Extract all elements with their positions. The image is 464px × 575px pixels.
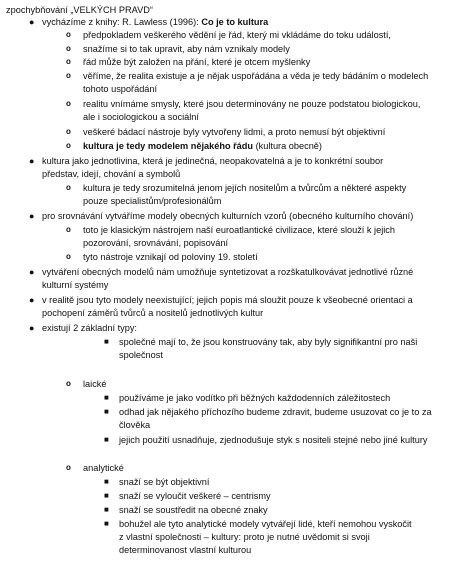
list-item-bold xyxy=(83,140,322,152)
bullet-icon: ● xyxy=(29,17,35,27)
bullet-icon: ● xyxy=(29,323,35,333)
list-item: snaží se být objektivní xyxy=(119,477,210,487)
book-title: Co je to kultura xyxy=(201,17,269,27)
bold-conclusion: kultura je tedy modelem nějakého řádu xyxy=(83,141,254,151)
circle-bullet-icon: o xyxy=(66,463,71,472)
list-item: věříme, že realita existuje a je nějak uspořádána a věda je tedy bádáním o modelech xyxy=(83,71,429,81)
circle-bullet-icon: o xyxy=(66,127,71,136)
paragraph-line: v realitě jsou tyto modely neexistující; jejich popis má sloužit pouze k všeobecné orientaci a xyxy=(42,295,413,305)
square-bullet-icon: ■ xyxy=(104,519,109,528)
square-bullet-icon: ■ xyxy=(104,407,109,416)
circle-bullet-icon: o xyxy=(66,71,71,80)
list-item: snažíme si to tak upravit, aby nám vznikaly modely xyxy=(83,44,290,54)
paragraph-line: pochopení záměrů tvůrců a nositelů jednotlivých kultur xyxy=(42,308,264,318)
list-item: společné mají to, že jsou konstruovány tak, aby byly signifikantní pro naši xyxy=(119,337,418,347)
list-item: snaží se vyloučit veškeré – centrismy xyxy=(119,491,271,501)
list-item: snaží se soustředit na obecné znaky xyxy=(119,505,268,515)
circle-bullet-icon: o xyxy=(66,57,71,66)
list-item-continuation: člověka xyxy=(119,420,151,430)
intro-line: zpochybňování „VELKÝCH PRAVD“ xyxy=(6,5,153,15)
list-item-continuation: pozorování, srovnávání, popisování xyxy=(83,238,229,248)
list-item-continuation: tohoto uspořádání xyxy=(83,84,158,94)
paragraph-line: pro srovnávání vytváříme modely obecných kulturních vzorů (obecného kulturního chování) xyxy=(42,211,414,221)
list-item: odhad jak nějakého příchozího budeme zdravit, budeme usuzovat co je to za xyxy=(119,407,432,417)
list-item: veškeré bádací nástroje byly vytvořeny lidmi, a proto nemusí být objektivní xyxy=(83,127,386,137)
circle-bullet-icon: o xyxy=(66,379,71,388)
square-bullet-icon: ■ xyxy=(104,491,109,500)
source-line xyxy=(42,16,268,28)
bullet-icon: ● xyxy=(29,211,35,221)
list-item: jejich použití usnadňuje, zjednodušuje styk s nositeli stejné nebo jiné kultury xyxy=(119,435,428,445)
bullet-icon: ● xyxy=(29,295,35,305)
list-item: předpokladem veškerého vědění je řád, který mi vkládáme do toku událostí, xyxy=(83,30,391,40)
circle-bullet-icon: o xyxy=(66,252,71,261)
circle-bullet-icon: o xyxy=(66,44,71,53)
square-bullet-icon: ■ xyxy=(104,435,109,444)
list-item: toto je klasickým nástrojem naší euroatlantické civilizace, které slouží k jejich xyxy=(83,225,395,235)
conclusion-rest: (kultura obecně) xyxy=(253,141,322,151)
paragraph-line: vytváření obecných modelů nám umožňuje syntetizovat a rozškatulkovávat jednotlivé různé xyxy=(42,267,414,277)
circle-bullet-icon: o xyxy=(66,183,71,192)
paragraph-line: kulturní systémy xyxy=(42,280,109,290)
list-item-continuation: z vlastní společnosti – kultury: proto je nutné uvědomit si svoji xyxy=(119,532,370,542)
circle-bullet-icon: o xyxy=(66,99,71,108)
type-heading-analytic: analytické xyxy=(83,463,124,473)
circle-bullet-icon: o xyxy=(66,225,71,234)
list-item: používáme je jako vodítko při běžných každodenních záležitostech xyxy=(119,393,391,403)
list-item-continuation: společnost xyxy=(119,350,163,360)
list-item-continuation: determinovanost vlastní kulturou xyxy=(119,545,252,555)
list-item: realitu vnímáme smysly, které jsou determinovány ne pouze podstatou biologickou, xyxy=(83,99,421,109)
square-bullet-icon: ■ xyxy=(104,393,109,402)
list-item-continuation: pouze specialistům/profesionálům xyxy=(83,196,222,206)
square-bullet-icon: ■ xyxy=(104,337,109,346)
list-item: bohužel ale tyto analytické modely vytvářejí lidé, kteří nemohou vyskočit xyxy=(119,519,412,529)
paragraph-line: existují 2 základní typy: xyxy=(42,323,137,333)
list-item: kultura je tedy srozumitelná jenom jejích nositelům a tvůrcům a některé aspekty xyxy=(83,183,407,193)
type-heading-lay: laické xyxy=(83,379,107,389)
source-text: vycházíme z knihy: R. Lawless (1996): xyxy=(42,17,202,27)
bullet-icon: ● xyxy=(29,156,35,166)
square-bullet-icon: ■ xyxy=(104,477,109,486)
bullet-icon: ● xyxy=(29,267,35,277)
paragraph-line: představ, idejí, chování a symbolů xyxy=(42,169,181,179)
list-item-continuation: ale i sociologickou a sociální xyxy=(83,112,199,122)
circle-bullet-icon: o xyxy=(66,141,71,150)
list-item: tyto nástroje vznikají od poloviny 19. století xyxy=(83,252,258,262)
square-bullet-icon: ■ xyxy=(104,505,109,514)
circle-bullet-icon: o xyxy=(66,30,71,39)
paragraph-line: kultura jako jednotlivina, která je jedinečná, neopakovatelná a je to konkrétní soubor xyxy=(42,156,384,166)
list-item: řád může být založen na přání, které je otcem myšlenky xyxy=(83,57,311,67)
